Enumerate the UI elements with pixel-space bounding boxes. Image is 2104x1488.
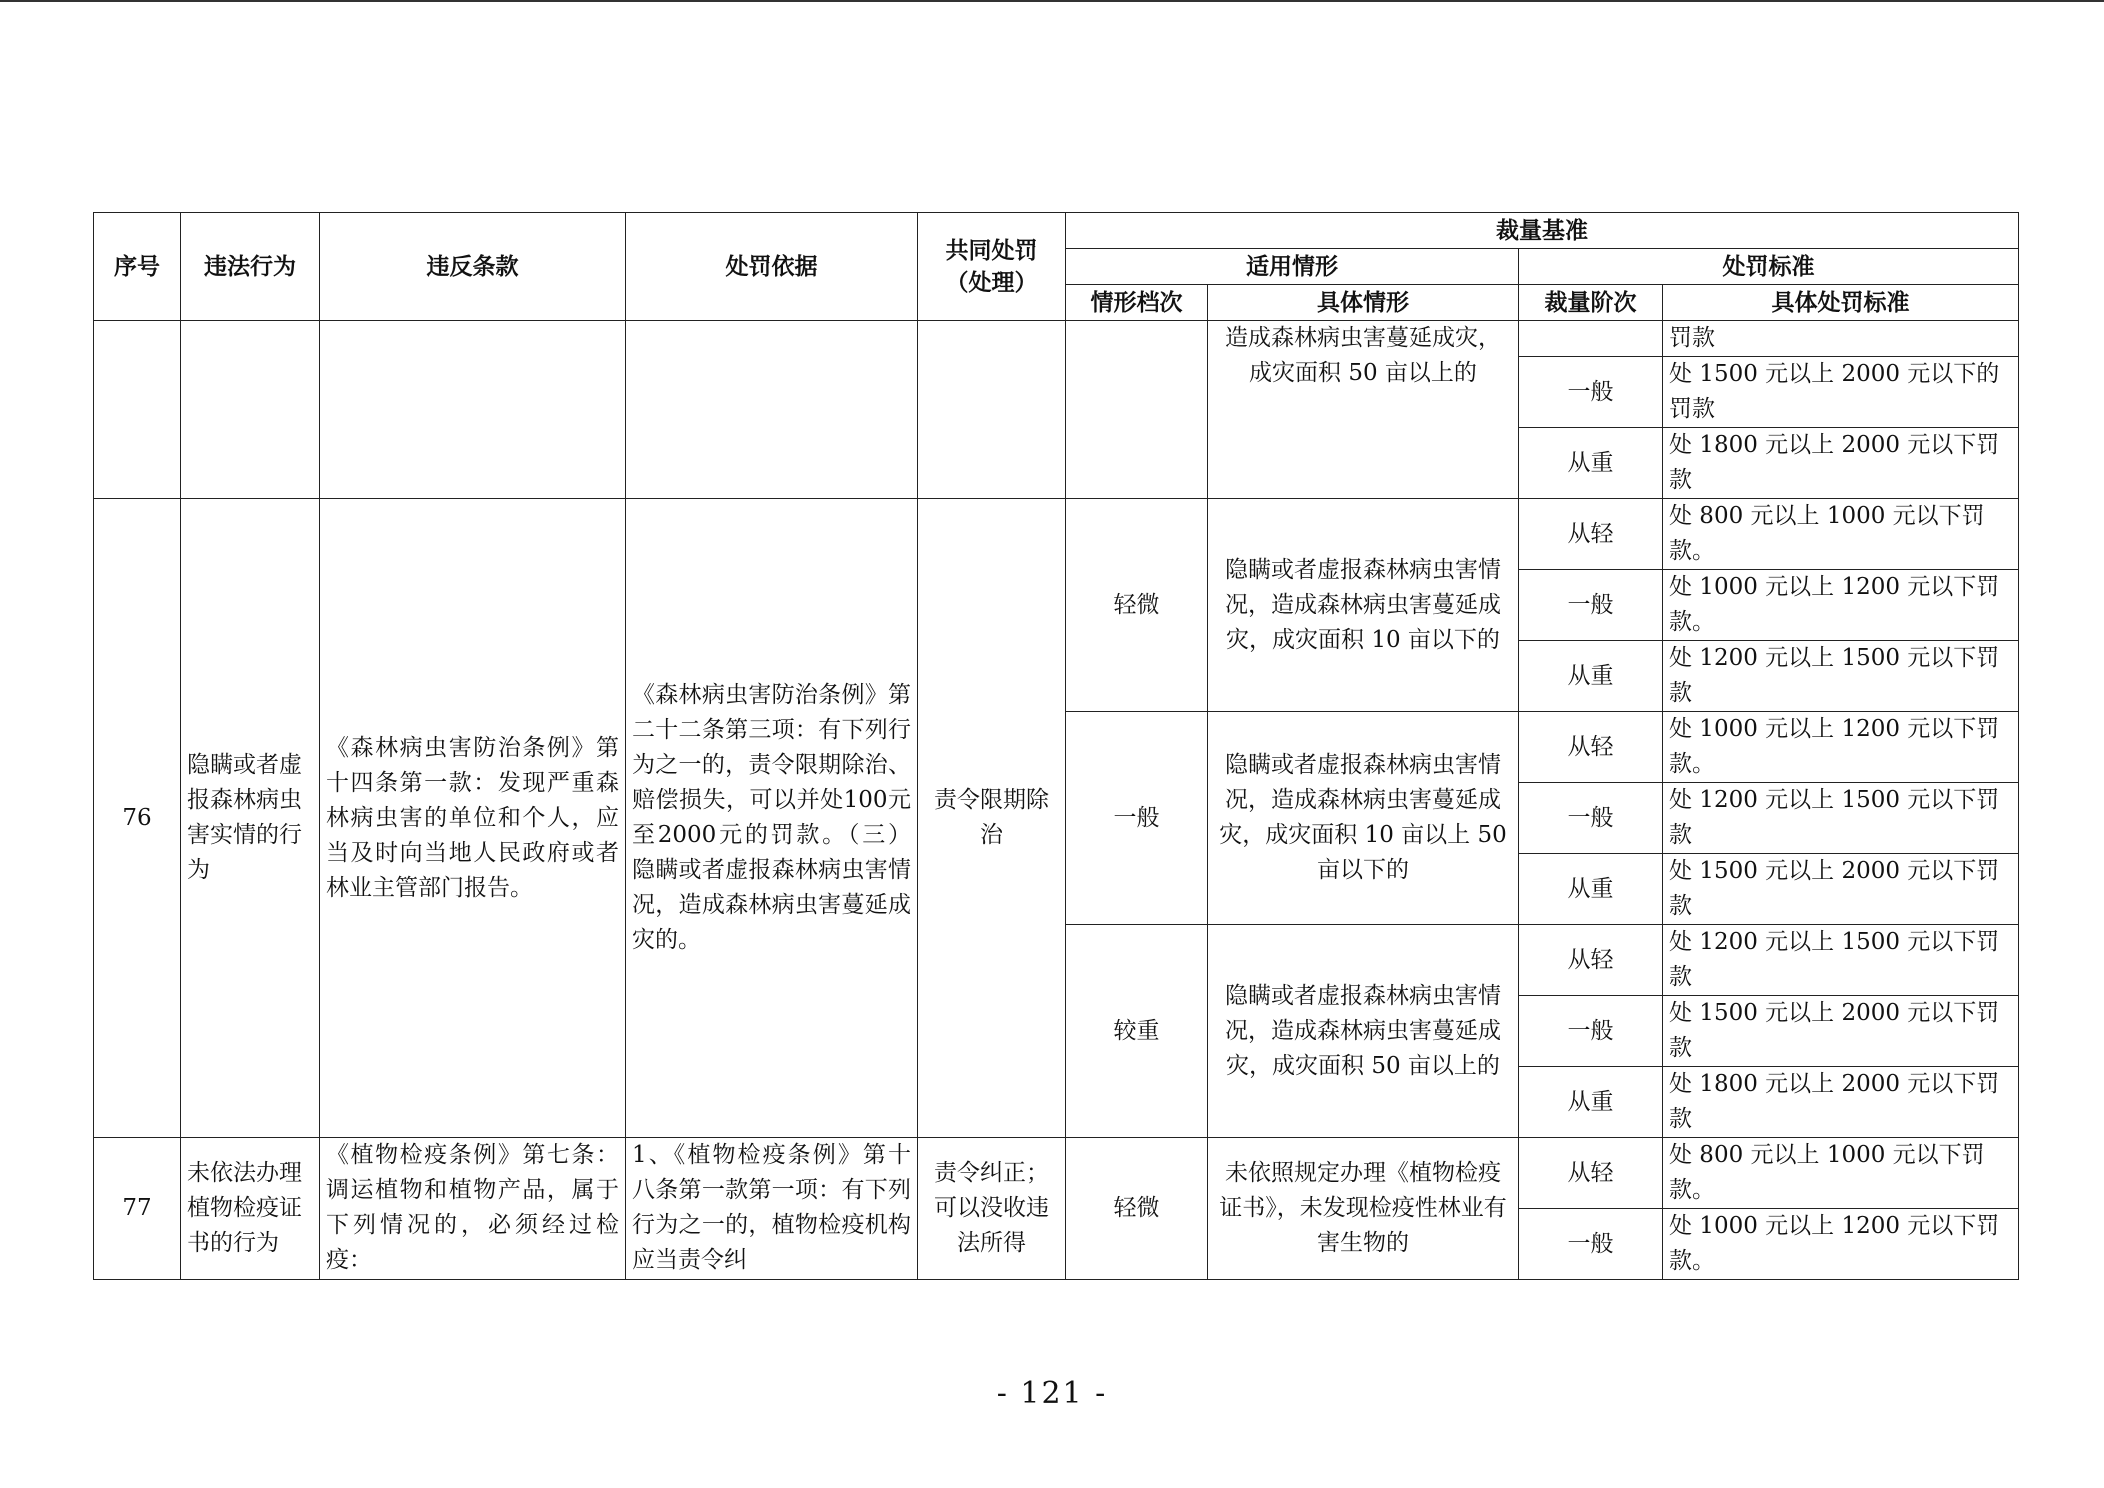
r77-stage-1: 一般 — [1519, 1209, 1663, 1280]
r77-level: 轻微 — [1066, 1138, 1208, 1280]
r77-stage-0: 从轻 — [1519, 1138, 1663, 1209]
cont-stage-0 — [1519, 321, 1663, 357]
r76-stage-0-0: 从轻 — [1519, 499, 1663, 570]
r76-standard-0-2: 处 1200 元以上 1500 元以下罚款 — [1663, 641, 2019, 712]
top-border-line — [0, 0, 2104, 2]
penalty-discretion-table — [93, 212, 2019, 1280]
cont-circumstance: 造成森林病虫害蔓延成灾，成灾面积 50 亩以上的 — [1208, 321, 1519, 499]
r76-circumstance-2: 隐瞒或者虚报森林病虫害情况，造成森林病虫害蔓延成灾，成灾面积 50 亩以上的 — [1208, 925, 1519, 1138]
header-clause: 违反条款 — [320, 213, 626, 321]
header-level: 情形档次 — [1066, 285, 1208, 321]
cont-standard-0: 罚款 — [1663, 321, 2019, 357]
table-row — [94, 499, 2019, 570]
page-number: - 121 - — [996, 1376, 1108, 1411]
header-applicable: 适用情形 — [1066, 249, 1519, 285]
cont-clause-cell — [320, 321, 626, 499]
r76-stage-2-2: 从重 — [1519, 1067, 1663, 1138]
r76-stage-0-2: 从重 — [1519, 641, 1663, 712]
r77-standard-0: 处 800 元以上 1000 元以下罚款。 — [1663, 1138, 2019, 1209]
r77-basis: 1、《植物检疫条例》第十八条第一款第一项：有下列行为之一的，植物检疫机构应当责令纠 — [626, 1138, 918, 1280]
table-row — [94, 321, 2019, 357]
r76-standard-2-1: 处 1500 元以上 2000 元以下罚款 — [1663, 996, 2019, 1067]
header-seq: 序号 — [94, 213, 181, 321]
r77-violation: 未依法办理植物检疫证书的行为 — [181, 1138, 320, 1280]
table-row — [94, 1138, 2019, 1209]
header-violation: 违法行为 — [181, 213, 320, 321]
r76-stage-1-1: 一般 — [1519, 783, 1663, 854]
r76-standard-1-0: 处 1000 元以上 1200 元以下罚款。 — [1663, 712, 2019, 783]
r77-common: 责令纠正；可以没收违法所得 — [918, 1138, 1066, 1280]
r76-clause: 《森林病虫害防治条例》第十四条第一款：发现严重森林病虫害的单位和个人，应当及时向当地人民政府或者林业主管部门报告。 — [320, 499, 626, 1138]
r76-stage-2-0: 从轻 — [1519, 925, 1663, 996]
r76-standard-2-0: 处 1200 元以上 1500 元以下罚款 — [1663, 925, 2019, 996]
r77-circumstance: 未依照规定办理《植物检疫证书》，未发现检疫性林业有害生物的 — [1208, 1138, 1519, 1280]
header-basis: 处罚依据 — [626, 213, 918, 321]
r76-standard-1-1: 处 1200 元以上 1500 元以下罚款 — [1663, 783, 2019, 854]
cont-violation-cell — [181, 321, 320, 499]
header-specific: 具体情形 — [1208, 285, 1519, 321]
r76-standard-2-2: 处 1800 元以上 2000 元以下罚款 — [1663, 1067, 2019, 1138]
r76-stage-1-0: 从轻 — [1519, 712, 1663, 783]
r76-level-2: 较重 — [1066, 925, 1208, 1138]
r76-standard-1-2: 处 1500 元以上 2000 元以下罚款 — [1663, 854, 2019, 925]
r76-seq: 76 — [94, 499, 181, 1138]
header-common-penalty: 共同处罚 （处理） — [918, 213, 1066, 321]
r76-stage-2-1: 一般 — [1519, 996, 1663, 1067]
cont-common-cell — [918, 321, 1066, 499]
r76-violation: 隐瞒或者虚报森林病虫害实情的行为 — [181, 499, 320, 1138]
cont-level-cell — [1066, 321, 1208, 499]
r77-clause: 《植物检疫条例》第七条：调运植物和植物产品，属于下列情况的，必须经过检疫： — [320, 1138, 626, 1280]
r76-stage-0-1: 一般 — [1519, 570, 1663, 641]
cont-basis-cell — [626, 321, 918, 499]
r76-common: 责令限期除治 — [918, 499, 1066, 1138]
cont-standard-1: 处 1500 元以上 2000 元以下的罚款 — [1663, 357, 2019, 428]
r76-basis: 《森林病虫害防治条例》第二十二条第三项：有下列行为之一的，责令限期除治、赔偿损失，可以并处100元至2000元的罚款。（三） 隐瞒或者虚报森林病虫害情况，造成森林病虫害蔓延成灾的。 — [626, 499, 918, 1138]
header-row-1 — [94, 213, 2019, 249]
header-stage: 裁量阶次 — [1519, 285, 1663, 321]
header-standard: 处罚标准 — [1519, 249, 2019, 285]
r76-circumstance-0: 隐瞒或者虚报森林病虫害情况，造成森林病虫害蔓延成灾，成灾面积 10 亩以下的 — [1208, 499, 1519, 712]
r76-level-1: 一般 — [1066, 712, 1208, 925]
cont-seq-cell — [94, 321, 181, 499]
r77-seq: 77 — [94, 1138, 181, 1280]
cont-stage-1: 一般 — [1519, 357, 1663, 428]
r76-circumstance-1: 隐瞒或者虚报森林病虫害情况，造成森林病虫害蔓延成灾，成灾面积 10 亩以上 50 亩以下的 — [1208, 712, 1519, 925]
cont-stage-2: 从重 — [1519, 428, 1663, 499]
r76-level-0: 轻微 — [1066, 499, 1208, 712]
r76-standard-0-1: 处 1000 元以上 1200 元以下罚款。 — [1663, 570, 2019, 641]
header-discretion: 裁量基准 — [1066, 213, 2019, 249]
header-specific-standard: 具体处罚标准 — [1663, 285, 2019, 321]
r76-standard-0-0: 处 800 元以上 1000 元以下罚款。 — [1663, 499, 2019, 570]
r76-stage-1-2: 从重 — [1519, 854, 1663, 925]
r77-standard-1: 处 1000 元以上 1200 元以下罚款。 — [1663, 1209, 2019, 1280]
cont-standard-2: 处 1800 元以上 2000 元以下罚款 — [1663, 428, 2019, 499]
